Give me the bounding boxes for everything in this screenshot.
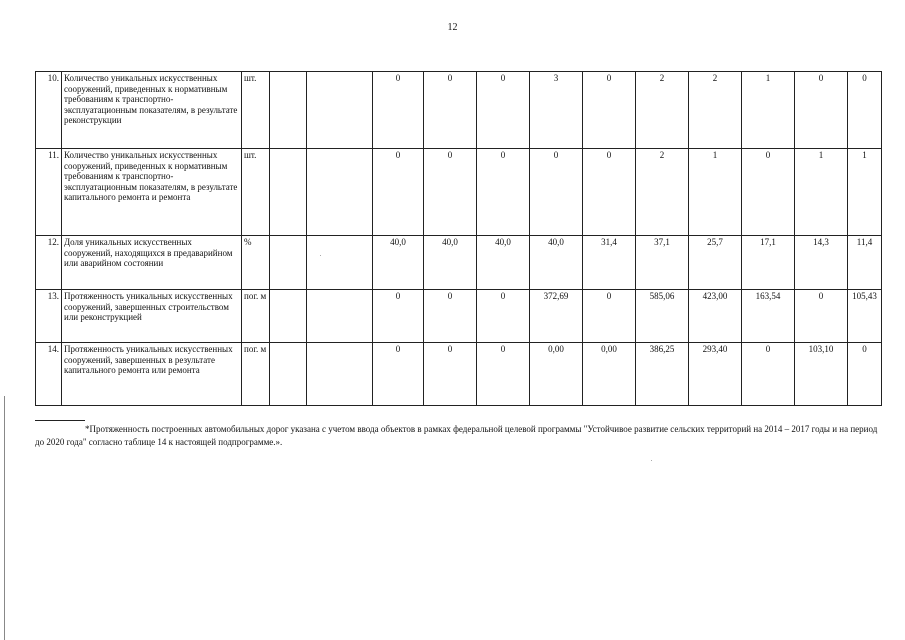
indicator-name: Протяженность уникальных искусственных сооружений, завершенных строительством или реконструкцией bbox=[62, 290, 242, 343]
footnote-divider bbox=[35, 420, 85, 421]
unit: пог. м bbox=[242, 343, 270, 406]
indicator-name: Количество уникальных искусственных сооружений, приведенных к нормативным требованиям к транспортно-эксплуатационным показателям, в результате реконструкции bbox=[62, 72, 242, 149]
empty-cell bbox=[270, 72, 307, 149]
value-cell: 40,0 bbox=[477, 236, 530, 290]
row-number: 13. bbox=[36, 290, 62, 343]
empty-cell bbox=[270, 290, 307, 343]
value-cell: 386,25 bbox=[636, 343, 689, 406]
table-row bbox=[36, 72, 882, 149]
unit: пог. м bbox=[242, 290, 270, 343]
value-cell: 0 bbox=[477, 290, 530, 343]
page-number: 12 bbox=[447, 22, 458, 33]
scan-speck bbox=[320, 255, 321, 256]
value-cell: 0 bbox=[583, 149, 636, 236]
empty-cell bbox=[307, 72, 373, 149]
value-cell: 14,3 bbox=[795, 236, 848, 290]
value-cell: 0 bbox=[424, 343, 477, 406]
indicator-name: Количество уникальных искусственных сооружений, приведенных к нормативным требованиям к транспортно-эксплуатационным показателям, в результате капитального ремонта и ремонта bbox=[62, 149, 242, 236]
value-cell: 0 bbox=[373, 343, 424, 406]
unit: шт. bbox=[242, 72, 270, 149]
unit: % bbox=[242, 236, 270, 290]
value-cell: 1 bbox=[795, 149, 848, 236]
value-cell: 163,54 bbox=[742, 290, 795, 343]
value-cell: 0 bbox=[477, 72, 530, 149]
table-row bbox=[36, 236, 882, 290]
scan-speck bbox=[651, 460, 652, 461]
empty-cell bbox=[307, 290, 373, 343]
row-number: 14. bbox=[36, 343, 62, 406]
value-cell: 0 bbox=[583, 290, 636, 343]
scan-margin-line bbox=[4, 396, 5, 640]
value-cell: 105,43 bbox=[848, 290, 882, 343]
value-cell: 0 bbox=[477, 149, 530, 236]
value-cell: 0 bbox=[742, 149, 795, 236]
value-cell: 0 bbox=[848, 343, 882, 406]
value-cell: 0 bbox=[373, 290, 424, 343]
value-cell: 2 bbox=[636, 149, 689, 236]
table-row bbox=[36, 290, 882, 343]
value-cell: 1 bbox=[848, 149, 882, 236]
indicators-table bbox=[35, 71, 882, 406]
value-cell: 0,00 bbox=[530, 343, 583, 406]
empty-cell bbox=[270, 343, 307, 406]
value-cell: 0 bbox=[424, 72, 477, 149]
indicator-name: Доля уникальных искусственных сооружений, находящихся в предаварийном или аварийном состоянии bbox=[62, 236, 242, 290]
table-row bbox=[36, 343, 882, 406]
value-cell: 0 bbox=[848, 72, 882, 149]
value-cell: 40,0 bbox=[424, 236, 477, 290]
value-cell: 0 bbox=[583, 72, 636, 149]
value-cell: 1 bbox=[689, 149, 742, 236]
value-cell: 31,4 bbox=[583, 236, 636, 290]
value-cell: 3 bbox=[530, 72, 583, 149]
empty-cell bbox=[307, 236, 373, 290]
footnote: *Протяженность построенных автомобильных дорог указана с учетом ввода объектов в рамках федеральной целевой программы "Устойчивое развитие сельских территорий на 2014 – 2017 годы и на период до 2020 года" согласно таблице 14 к настоящей подпрограмме.». bbox=[35, 424, 878, 447]
empty-cell bbox=[270, 236, 307, 290]
value-cell: 37,1 bbox=[636, 236, 689, 290]
value-cell: 40,0 bbox=[373, 236, 424, 290]
value-cell: 103,10 bbox=[795, 343, 848, 406]
row-number: 12. bbox=[36, 236, 62, 290]
value-cell: 293,40 bbox=[689, 343, 742, 406]
value-cell: 0 bbox=[424, 149, 477, 236]
value-cell: 0 bbox=[424, 290, 477, 343]
value-cell: 0 bbox=[795, 290, 848, 343]
value-cell: 0 bbox=[530, 149, 583, 236]
unit: шт. bbox=[242, 149, 270, 236]
value-cell: 40,0 bbox=[530, 236, 583, 290]
value-cell: 0 bbox=[795, 72, 848, 149]
value-cell: 17,1 bbox=[742, 236, 795, 290]
row-number: 11. bbox=[36, 149, 62, 236]
empty-cell bbox=[307, 343, 373, 406]
value-cell: 0 bbox=[477, 343, 530, 406]
value-cell: 423,00 bbox=[689, 290, 742, 343]
value-cell: 2 bbox=[689, 72, 742, 149]
row-number: 10. bbox=[36, 72, 62, 149]
value-cell: 585,06 bbox=[636, 290, 689, 343]
value-cell: 11,4 bbox=[848, 236, 882, 290]
indicator-name: Протяженность уникальных искусственных сооружений, завершенных в результате капитального ремонта или ремонта bbox=[62, 343, 242, 406]
table-row bbox=[36, 149, 882, 236]
value-cell: 0 bbox=[742, 343, 795, 406]
value-cell: 0,00 bbox=[583, 343, 636, 406]
empty-cell bbox=[307, 149, 373, 236]
value-cell: 0 bbox=[373, 149, 424, 236]
value-cell: 1 bbox=[742, 72, 795, 149]
value-cell: 2 bbox=[636, 72, 689, 149]
value-cell: 25,7 bbox=[689, 236, 742, 290]
value-cell: 0 bbox=[373, 72, 424, 149]
value-cell: 372,69 bbox=[530, 290, 583, 343]
empty-cell bbox=[270, 149, 307, 236]
